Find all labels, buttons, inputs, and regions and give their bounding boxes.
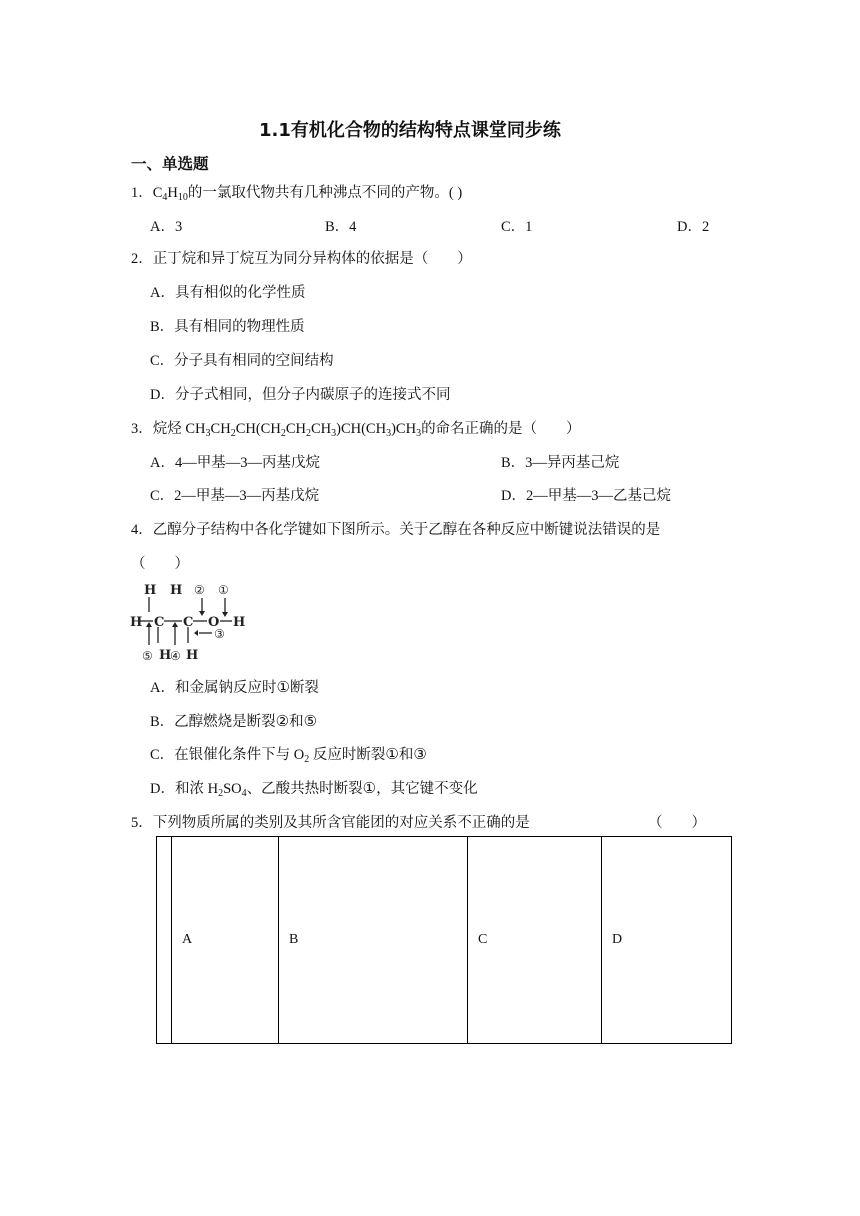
question-1: 1．$C_4H_{10}$的一氯取代物共有几种沸点不同的产物。( ) [131, 185, 463, 203]
atom-c-1: C [154, 615, 165, 630]
q2-option-d: D．分子式相同，但分子内碳原子的连接式不同 [150, 387, 451, 403]
bond-label-1: ① [218, 583, 229, 597]
table-cell-c: C [468, 837, 602, 1044]
table-cell-d: D [602, 837, 732, 1044]
atom-h-left: H [130, 615, 143, 630]
bond-label-3: ③ [214, 627, 225, 641]
atom-h-top-1: H [144, 583, 157, 598]
question-3: 3．烷烃 $CH_3CH_2CH(CH_2CH_2CH_3)CH(CH_3)CH_3$的命名正确的是（ ） [131, 421, 581, 439]
q4-option-a: A．和金属钠反应时①断裂 [150, 678, 319, 696]
q3-option-d: D．2—甲基—3—乙基己烷 [501, 488, 671, 504]
q3-option-a: A．4—甲基—3—丙基戊烷 [150, 455, 320, 471]
bond-label-5: ⑤ [142, 649, 153, 663]
page-title: 1.1有机化合物的结构特点课堂同步练 [259, 120, 561, 141]
q1-option-c: C．1 [501, 219, 533, 235]
q4-option-d: D．和浓 $H_2SO_4$、乙酸共热时断裂①，其它键不变化 [150, 779, 478, 799]
answer-table [156, 836, 732, 1044]
bond-label-2: ② [194, 583, 205, 597]
atom-h-bottom-1: H [159, 648, 172, 663]
question-4-line-1: 4．乙醇分子结构中各化学键如下图所示。关于乙醇在各种反应中断键说法错误的是 [131, 522, 661, 538]
q2-option-b: B．具有相同的物理性质 [150, 319, 305, 335]
ethanol-bond-diagram [128, 580, 253, 665]
q4-option-c: C．在银催化条件下与 $O_2$ 反应时断裂①和③ [150, 745, 427, 765]
table-cell-b: B [279, 837, 468, 1044]
q2-option-a: A．具有相似的化学性质 [150, 285, 306, 301]
atom-h-bottom-2: H [186, 648, 199, 663]
q3-option-c: C．2—甲基—3—丙基戊烷 [150, 488, 320, 504]
question-5: 5．下列物质所属的类别及其所含官能团的对应关系不正确的是 [131, 815, 530, 831]
table-cell-a: A [172, 837, 279, 1044]
atom-h-top-2: H [170, 583, 183, 598]
bond-label-4: ④ [170, 649, 181, 663]
q1-option-a: A．3 [150, 219, 183, 235]
q1-option-d: D．2 [677, 219, 710, 235]
section-heading: 一、单选题 [131, 155, 209, 173]
question-2: 2．正丁烷和异丁烷互为同分异构体的依据是（ ） [131, 251, 472, 267]
q3-option-b: B．3—异丙基己烷 [501, 455, 620, 471]
table-cell-blank [157, 837, 172, 1044]
atom-c-2: C [183, 615, 194, 630]
question-4-line-2: （ ） [131, 556, 189, 572]
atom-o: O [208, 615, 220, 630]
q1-option-b: B．4 [325, 219, 357, 235]
atom-h-right: H [233, 615, 246, 630]
table-row [157, 837, 732, 1044]
question-5-paren: （ ） [648, 815, 706, 831]
q2-option-c: C．分子具有相同的空间结构 [150, 353, 334, 369]
q4-option-b: B．乙醇燃烧是断裂②和⑤ [150, 712, 318, 730]
